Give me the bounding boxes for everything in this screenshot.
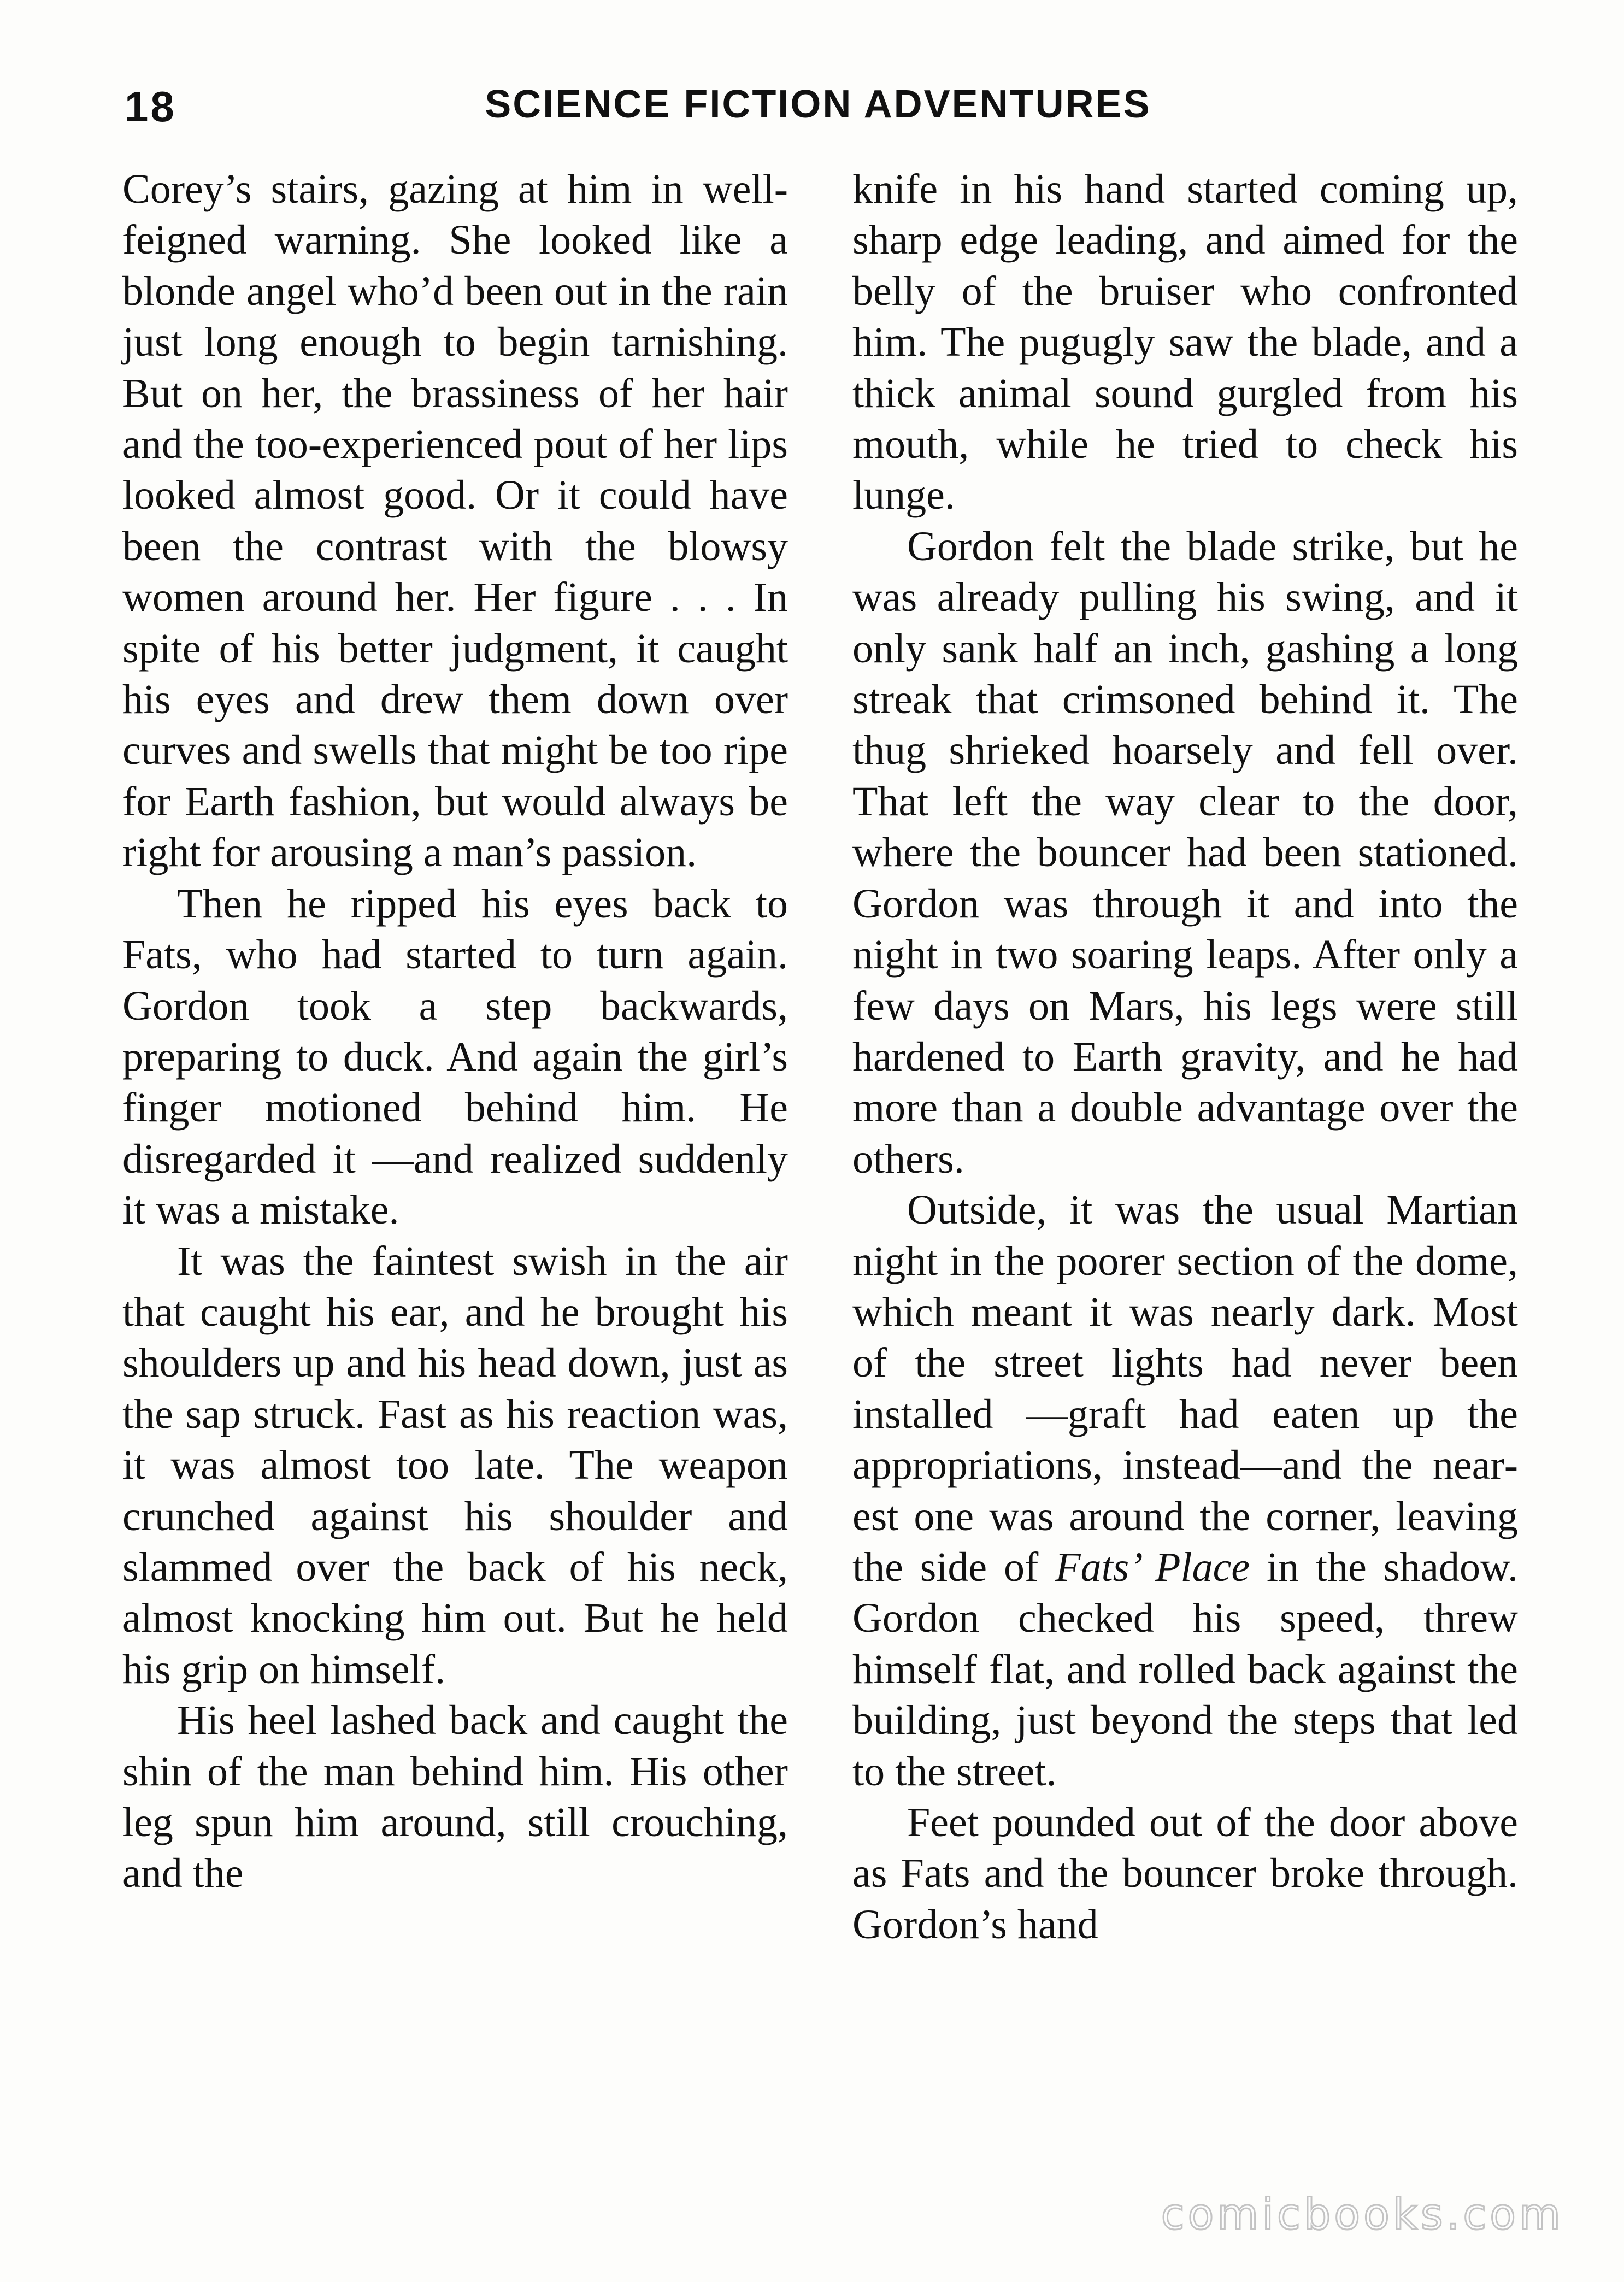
paragraph: His heel lashed back and caught the shin of the man behind him. His other leg spun him around, still crouching, and the bbox=[122, 1697, 788, 1897]
paragraph-text: Outside, it was the usual Martian night in the poorer section of the dome, which meant it was nearly dark. Most of the street lights had never been installed —graft had eaten up the appropriations, instead—and the nearest one was around the corner, leaving the side of bbox=[852, 1187, 1518, 1590]
italic-title: Fats’ Place bbox=[1055, 1544, 1250, 1590]
paragraph: Then he ripped his eyes back to Fats, who had started to turn again. Gordon took a step backwards, preparing to duck. And again the girl’s finger motioned behind him. He disregarded it —and realized suddenly it was a mistake. bbox=[122, 880, 788, 1233]
paragraph: Corey’s stairs, gazing at him in well-feigned warning. She looked like a blonde angel who’d been out in the rain just long enough to begin tarnishing. But on her, the brassiness of her hair and the too-experienced pout of her lips looked almost good. Or it could have been the contrast with the blowsy women around her. Her figure . . . In spite of his better judgment, it caught his eyes and drew them down over curves and swells that might be too ripe for Earth fashion, but would always be right for arousing a man’s passion. bbox=[122, 166, 788, 876]
left-column bbox=[122, 164, 788, 1899]
page-number: 18 bbox=[125, 83, 176, 131]
watermark: comicbooks.com bbox=[1161, 2190, 1564, 2239]
running-head: SCIENCE FICTION ADVENTURES bbox=[485, 83, 1151, 126]
page-header bbox=[125, 82, 1511, 148]
paragraph-text: in the shadow. Gordon checked his speed, threw himself flat, and rolled back against the building, just beyond the steps that led to the street. bbox=[852, 1544, 1518, 1795]
paragraph: It was the faintest swish in the air that caught his ear, and he brought his shoulders up and his head down, just as the sap struck. Fast as his reaction was, it was almost too late. The weapon crunched against his shoulder and slammed over the back of his neck, almost knocking him out. But he held his grip on himself. bbox=[122, 1238, 788, 1692]
paragraph: Gordon felt the blade strike, but he was already pulling his swing, and it only sank half an inch, gashing a long streak that crimsoned behind it. The thug shrieked hoarsely and fell over. That left the way clear to the door, where the bouncer had been stationed. Gordon was through it and into the night in two soaring leaps. After only a few days on Mars, his legs were still hardened to Earth gravity, and he had more than a double advantage over the others. bbox=[852, 523, 1518, 1182]
paragraph: knife in his hand started coming up, sharp edge leading, and aimed for the belly of the bruiser who confronted him. The pugugly saw the blade, and a thick animal sound gurgled from his mouth, while he tried to check his lunge. bbox=[852, 166, 1518, 519]
right-column bbox=[852, 164, 1518, 1950]
paragraph bbox=[852, 1185, 1518, 1797]
paragraph: Feet pounded out of the door above as Fats and the bouncer broke through. Gordon’s hand bbox=[852, 1799, 1518, 1948]
